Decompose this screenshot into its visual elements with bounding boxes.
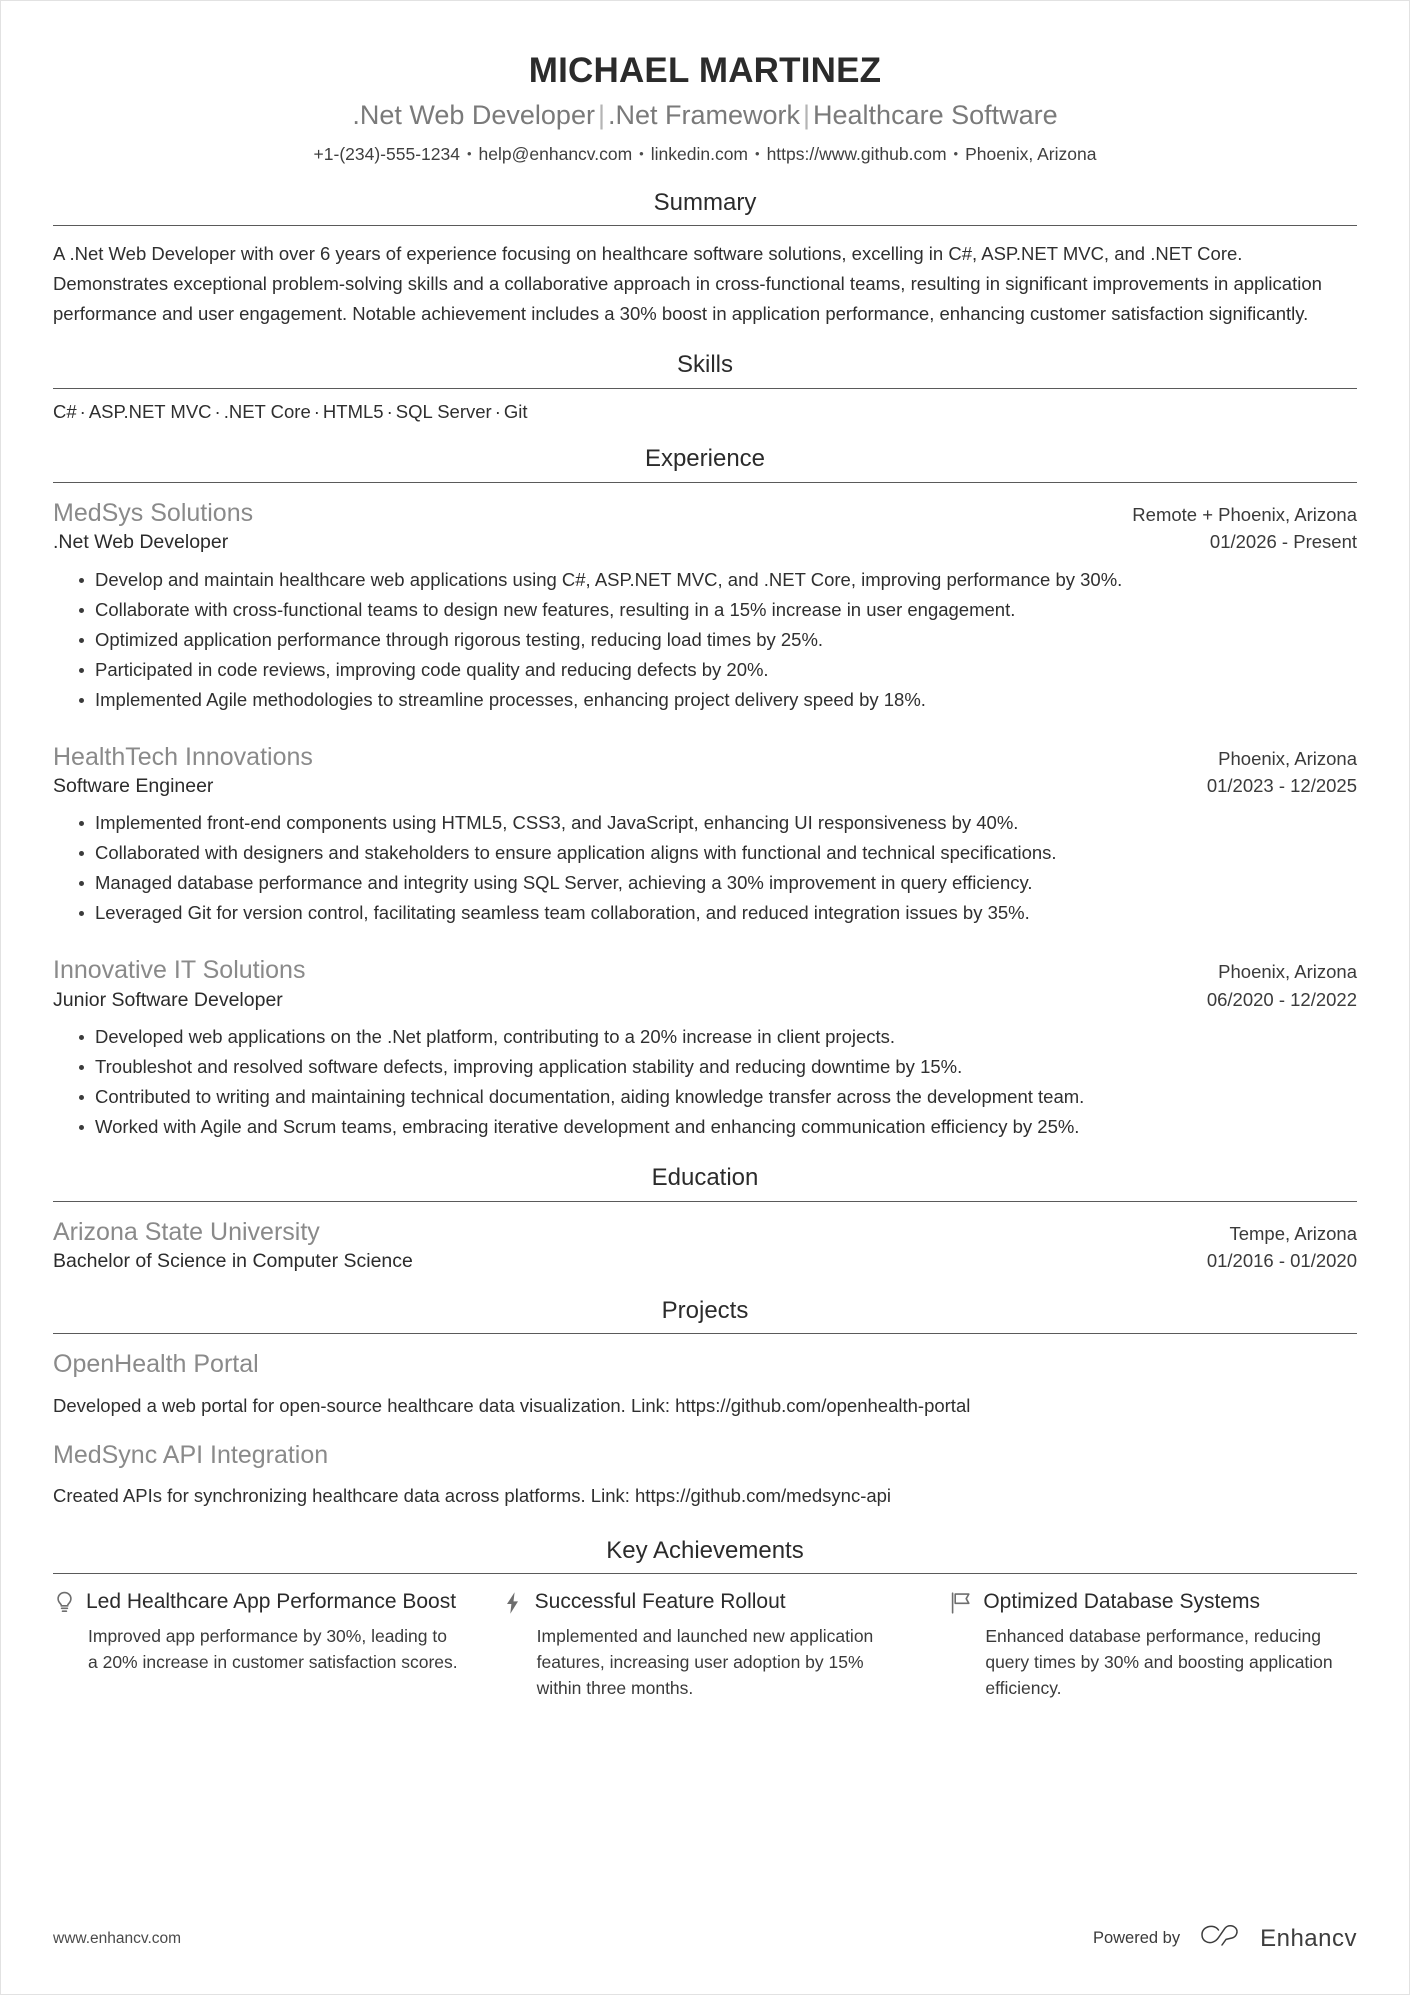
contact-linkedin[interactable]: linkedin.com bbox=[650, 144, 749, 165]
experience-organization: Innovative IT Solutions bbox=[53, 956, 306, 985]
section-title-projects: Projects bbox=[661, 1296, 749, 1324]
experience-entry-header bbox=[53, 497, 1357, 530]
experience-bullet: Optimized application performance through rigorous testing, reducing load times by 25%. bbox=[79, 625, 1357, 655]
skill-item: .NET Core bbox=[223, 401, 311, 423]
experience-bullet: Leveraged Git for version control, facilitating seamless team collaboration, and reduced integration issues by 35%. bbox=[79, 898, 1357, 928]
achievement-description: Implemented and launched new application features, increasing user adoption by 15% within three months. bbox=[536, 1625, 874, 1699]
contact-email[interactable]: help@enhancv.com bbox=[478, 144, 633, 165]
footer-branding bbox=[1093, 1923, 1357, 1954]
project-name: MedSync API Integration bbox=[53, 1440, 329, 1469]
achievement-title: Led Healthcare App Performance Boost bbox=[86, 1590, 457, 1614]
education-entry-subheader bbox=[53, 1248, 1357, 1274]
section-summary bbox=[53, 189, 1357, 330]
experience-organization: HealthTech Innovations bbox=[53, 742, 313, 771]
headline-part-2: .Net Framework bbox=[607, 99, 801, 130]
contact-separator-2: • bbox=[639, 146, 644, 162]
section-key-achievements bbox=[53, 1537, 1357, 1702]
experience-bullet: Implemented Agile methodologies to streamline processes, enhancing project delivery speed by 18%. bbox=[79, 685, 1357, 715]
project-entry bbox=[53, 1421, 1357, 1511]
section-experience bbox=[53, 445, 1357, 1142]
experience-bullet: Contributed to writing and maintaining technical documentation, aiding knowledge transfer across the development team. bbox=[79, 1082, 1357, 1112]
section-title-skills: Skills bbox=[676, 351, 733, 379]
experience-entry-subheader bbox=[53, 529, 1357, 555]
project-description: Developed a web portal for open-source healthcare data visualization. Link: https://github.com/openhealth-portal bbox=[53, 1394, 971, 1416]
flag-icon bbox=[950, 1588, 972, 1614]
project-name: OpenHealth Portal bbox=[53, 1350, 259, 1379]
education-institution: Arizona State University bbox=[53, 1217, 320, 1246]
experience-bullets bbox=[53, 808, 1357, 928]
achievement-description: Enhanced database performance, reducing query times by 30% and boosting application efficiency. bbox=[985, 1625, 1333, 1699]
experience-bullet: Managed database performance and integrity using SQL Server, achieving a 30% improvement in query efficiency. bbox=[79, 868, 1357, 898]
education-entry-header bbox=[53, 1216, 1357, 1249]
skill-separator: · bbox=[386, 401, 393, 423]
achievement-description: Improved app performance by 30%, leading to a 20% increase in customer satisfaction scores. bbox=[88, 1625, 458, 1672]
experience-bullet: Implemented front-end components using HTML5, CSS3, and JavaScript, enhancing UI responsiveness by 40%. bbox=[79, 808, 1357, 838]
contact-phone: +1-(234)-555-1234 bbox=[313, 144, 460, 165]
experience-bullet: Collaborate with cross-functional teams to design new features, resulting in a 15% increase in user engagement. bbox=[79, 595, 1357, 625]
achievement-body bbox=[535, 1588, 909, 1701]
contact-line bbox=[53, 142, 1357, 167]
skill-item: SQL Server bbox=[395, 401, 492, 423]
project-entry bbox=[53, 1334, 1357, 1420]
experience-entry bbox=[53, 483, 1357, 715]
education-entry bbox=[53, 1202, 1357, 1275]
experience-role: .Net Web Developer bbox=[53, 531, 229, 554]
experience-bullet: Participated in code reviews, improving code quality and reducing defects by 20%. bbox=[79, 655, 1357, 685]
skill-item: HTML5 bbox=[322, 401, 384, 423]
achievement-body bbox=[983, 1588, 1357, 1701]
page-footer bbox=[53, 1923, 1357, 1954]
skill-separator: · bbox=[214, 401, 221, 423]
education-location: Tempe, Arizona bbox=[1229, 1222, 1357, 1244]
section-title-experience: Experience bbox=[644, 445, 766, 473]
section-title-summary: Summary bbox=[653, 188, 757, 216]
headline-part-3: Healthcare Software bbox=[813, 99, 1058, 130]
section-title-key-achievements: Key Achievements bbox=[606, 1536, 804, 1564]
headline-separator-2: | bbox=[803, 99, 811, 130]
headline-part-1: .Net Web Developer bbox=[352, 99, 595, 130]
experience-bullet: Troubleshot and resolved software defects, improving application stability and reducing downtime by 15%. bbox=[79, 1052, 1357, 1082]
experience-bullet: Developed web applications on the .Net platform, contributing to a 20% increase in client projects. bbox=[79, 1022, 1357, 1052]
skill-item: C# bbox=[53, 401, 77, 423]
achievements-grid bbox=[53, 1574, 1357, 1701]
contact-separator-1: • bbox=[466, 146, 472, 162]
experience-entry-subheader bbox=[53, 773, 1357, 799]
skill-separator: · bbox=[313, 401, 320, 423]
section-skills bbox=[53, 351, 1357, 423]
skills-list bbox=[53, 389, 1357, 423]
achievement-item bbox=[950, 1588, 1357, 1701]
experience-role: Software Engineer bbox=[53, 775, 214, 798]
section-title-education: Education bbox=[651, 1164, 759, 1192]
experience-location: Remote + Phoenix, Arizona bbox=[1132, 503, 1357, 525]
contact-location: Phoenix, Arizona bbox=[965, 144, 1097, 165]
resume-header bbox=[53, 41, 1357, 167]
experience-bullets bbox=[53, 1022, 1357, 1142]
footer-website-url[interactable]: www.enhancv.com bbox=[53, 1929, 182, 1947]
experience-role: Junior Software Developer bbox=[53, 988, 283, 1011]
experience-dates: 06/2020 - 12/2022 bbox=[1206, 988, 1357, 1010]
enhancv-infinity-logo-icon bbox=[1198, 1923, 1248, 1954]
experience-bullets bbox=[53, 565, 1357, 715]
project-description: Created APIs for synchronizing healthcare data across platforms. Link: https://github.com/medsync-api bbox=[53, 1485, 892, 1507]
contact-separator-4: • bbox=[953, 146, 959, 162]
experience-organization: MedSys Solutions bbox=[53, 498, 254, 527]
achievement-body bbox=[86, 1588, 460, 1675]
experience-entry-subheader bbox=[53, 987, 1357, 1013]
education-dates: 01/2016 - 01/2020 bbox=[1206, 1250, 1357, 1272]
section-education bbox=[53, 1164, 1357, 1275]
candidate-name: MICHAEL MARTINEZ bbox=[528, 51, 882, 90]
skill-separator: · bbox=[494, 401, 501, 423]
experience-entry bbox=[53, 715, 1357, 929]
headline-separator-1: | bbox=[597, 99, 605, 130]
lightning-bolt-icon bbox=[502, 1588, 524, 1614]
achievement-title: Optimized Database Systems bbox=[983, 1590, 1260, 1614]
experience-dates: 01/2026 - Present bbox=[1209, 531, 1357, 553]
summary-text: A .Net Web Developer with over 6 years of experience focusing on healthcare software solutions, excelling in C#, ASP.NET MVC, and .NET Core. Demonstrates exceptional problem-solving skills and a collaborative approach in cross-functional teams, resulting in significant improvements in application performance and user engagement. Notable achievement includes a 30% boost in application performance, enhancing customer satisfaction significantly. bbox=[53, 243, 1322, 325]
experience-entry-header bbox=[53, 741, 1357, 774]
contact-github[interactable]: https://www.github.com bbox=[766, 144, 947, 165]
experience-bullet: Worked with Agile and Scrum teams, embracing iterative development and enhancing communication efficiency by 25%. bbox=[79, 1112, 1357, 1142]
experience-bullet: Develop and maintain healthcare web applications using C#, ASP.NET MVC, and .NET Core, improving performance by 30%. bbox=[79, 565, 1357, 595]
enhancv-brand bbox=[1198, 1923, 1357, 1954]
section-projects bbox=[53, 1297, 1357, 1511]
candidate-headline bbox=[53, 97, 1357, 133]
lightbulb-icon bbox=[53, 1588, 75, 1614]
achievement-item bbox=[502, 1588, 909, 1701]
experience-location: Phoenix, Arizona bbox=[1218, 961, 1357, 983]
education-degree: Bachelor of Science in Computer Science bbox=[53, 1250, 413, 1273]
achievement-item bbox=[53, 1588, 460, 1701]
experience-entry bbox=[53, 928, 1357, 1142]
skill-separator: · bbox=[79, 401, 86, 423]
experience-location: Phoenix, Arizona bbox=[1218, 747, 1357, 769]
experience-dates: 01/2023 - 12/2025 bbox=[1206, 775, 1357, 797]
skill-item: ASP.NET MVC bbox=[88, 401, 212, 423]
achievement-title: Successful Feature Rollout bbox=[534, 1590, 786, 1614]
experience-bullet: Collaborated with designers and stakeholders to ensure application aligns with functional and technical specifications. bbox=[79, 838, 1357, 868]
enhancv-brand-name: Enhancv bbox=[1260, 1924, 1357, 1952]
experience-entry-header bbox=[53, 954, 1357, 987]
powered-by-label: Powered by bbox=[1092, 1929, 1181, 1947]
contact-separator-3: • bbox=[755, 146, 760, 162]
skill-item: Git bbox=[503, 401, 528, 423]
